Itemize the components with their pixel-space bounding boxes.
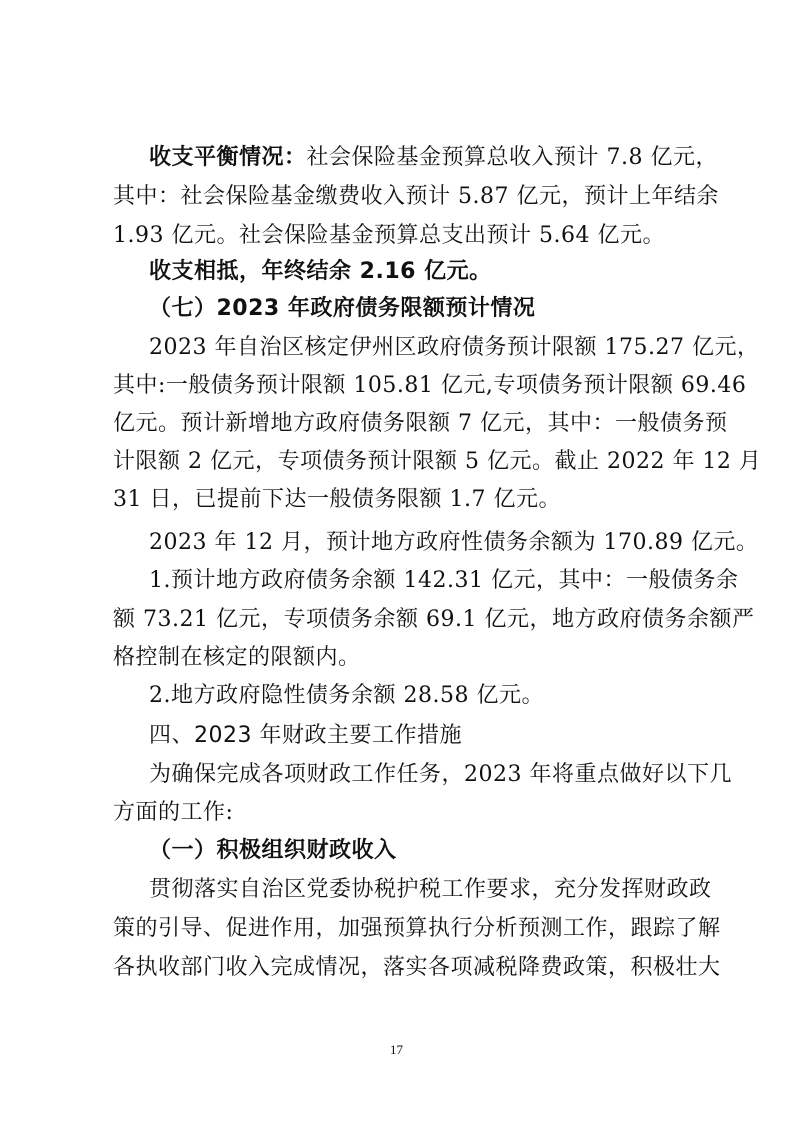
- paragraph-line: 2023 年 12 月，预计地方政府性债务余额为 170.89 亿元。: [149, 530, 759, 555]
- bold-lead-text: 收支平衡情况：: [149, 145, 307, 170]
- paragraph-line: 额 73.21 亿元，专项债务余额 69.1 亿元，地方政府债务余额严: [113, 607, 755, 632]
- paragraph-line: 贯彻落实自治区党委协税护税工作要求，充分发挥财政政: [149, 877, 712, 902]
- body-text: 社会保险基金预算总收入预计 7.8 亿元，: [306, 145, 718, 170]
- paragraph-line: 格控制在核定的限额内。: [113, 645, 361, 670]
- paragraph-line: 策的引导、促进作用，加强预算执行分析预测工作，跟踪了解: [113, 916, 721, 941]
- subsection-heading: （一）积极组织财政收入: [149, 838, 397, 863]
- paragraph-line: 其中:一般债务预计限额 105.81 亿元,专项债务预计限额 69.46: [113, 373, 747, 398]
- paragraph-line: 2.地方政府隐性债务余额 28.58 亿元。: [149, 683, 544, 708]
- paragraph-line: 其中：社会保险基金缴费收入预计 5.87 亿元，预计上年结余: [113, 184, 719, 209]
- paragraph-line: 2023 年自治区核定伊州区政府债务预计限额 175.27 亿元，: [149, 335, 760, 360]
- paragraph-line: 计限额 2 亿元，专项债务预计限额 5 亿元。截止 2022 年 12 月: [113, 449, 762, 474]
- bold-paragraph-line: 收支相抵，年终结余 2.16 亿元。: [149, 259, 492, 284]
- paragraph-line: [149, 143, 718, 173]
- page-number: 17: [390, 1042, 403, 1057]
- section-heading: 四、2023 年财政主要工作措施: [149, 723, 462, 748]
- paragraph-line: 各执收部门收入完成情况，落实各项减税降费政策，积极壮大: [113, 955, 721, 980]
- paragraph-line: 为确保完成各项财政工作任务，2023 年将重点做好以下几: [149, 762, 732, 787]
- section-heading: （七）2023 年政府债务限额预计情况: [149, 296, 536, 321]
- paragraph-line: 方面的工作:: [113, 800, 234, 825]
- paragraph-line: 1.93 亿元。社会保险基金预算总支出预计 5.64 亿元。: [113, 223, 665, 248]
- paragraph-line: 1.预计地方政府债务余额 142.31 亿元，其中：一般债务余: [149, 568, 739, 593]
- paragraph-line: 亿元。预计新增地方政府债务限额 7 亿元，其中：一般债务预: [113, 411, 728, 436]
- paragraph-line: 31 日，已提前下达一般债务限额 1.7 亿元。: [113, 487, 561, 512]
